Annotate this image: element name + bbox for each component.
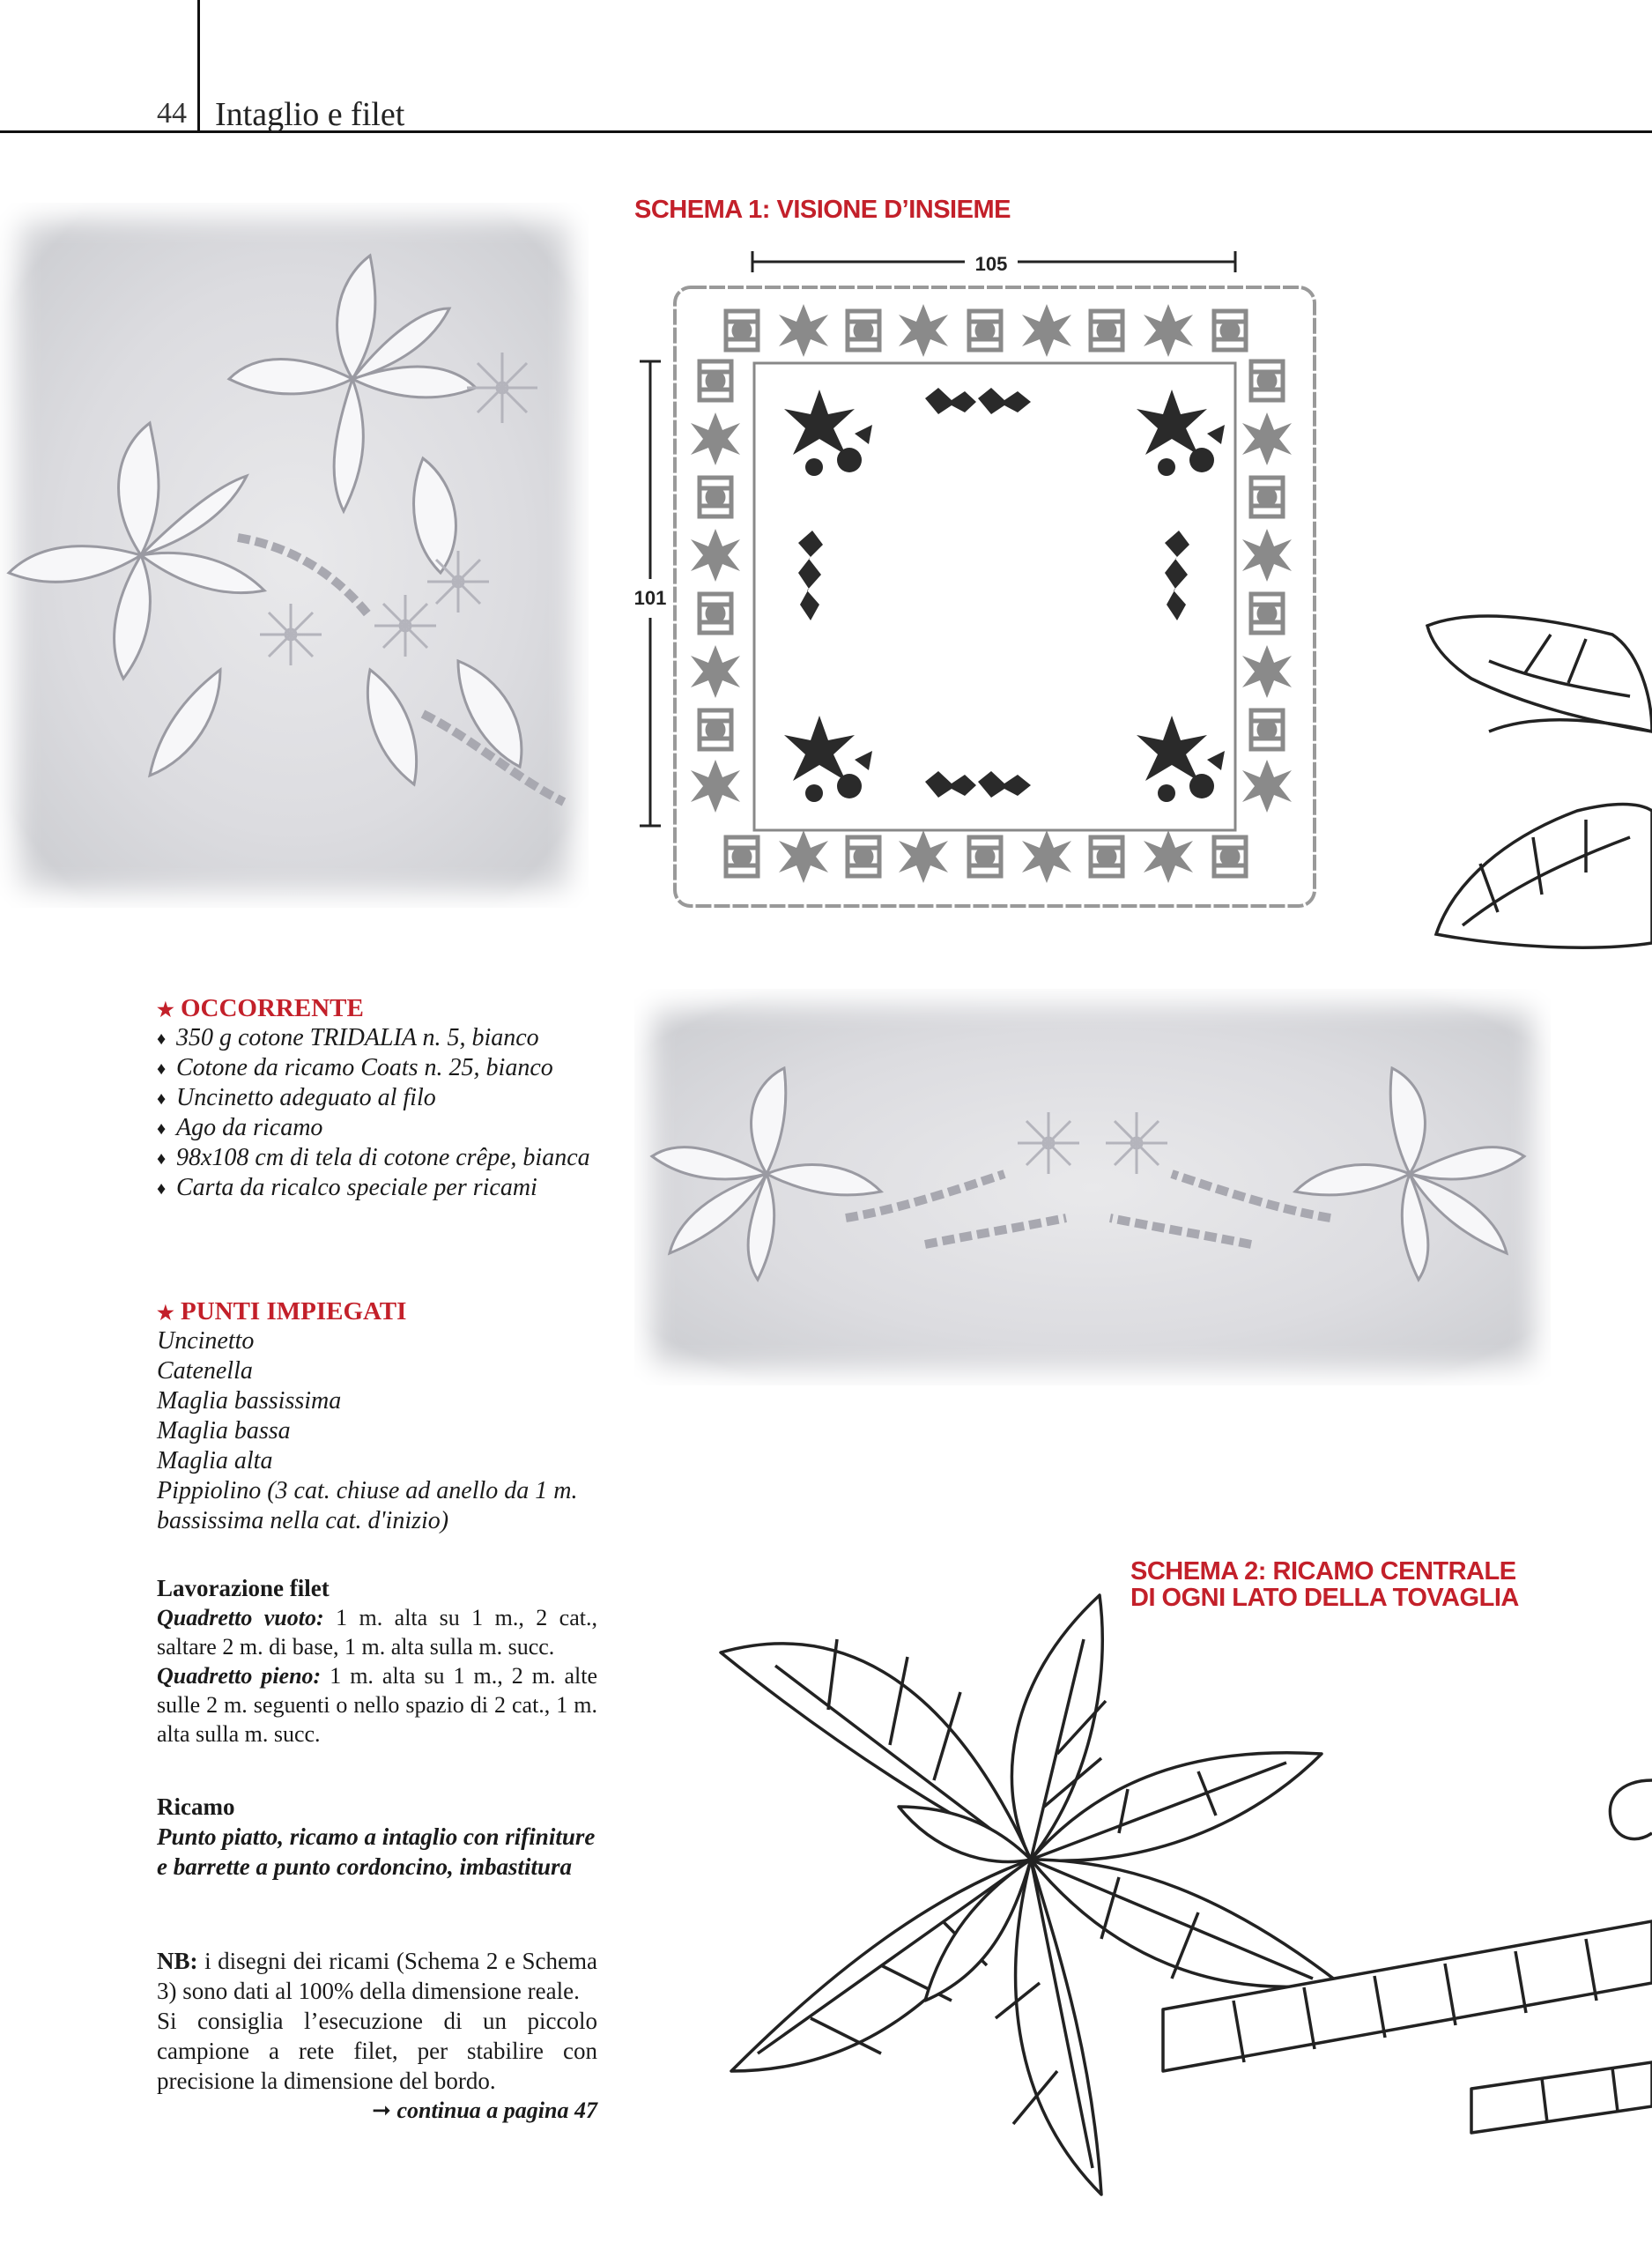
occorrente-section <box>157 994 597 1203</box>
quadretto-pieno-label: Quadretto pieno: <box>157 1663 322 1689</box>
photo-embroidery-border <box>634 989 1551 1385</box>
list-item: ♦ 98x108 cm di tela di cotone crêpe, bianca <box>157 1143 597 1173</box>
punti-item: Maglia bassissima <box>157 1387 342 1415</box>
nb-advice: Si consiglia l’esecuzione di un piccolo campione a rete filet, per stabilire con precisione la dimensione del bordo. <box>157 2008 597 2094</box>
list-item: ♦ 350 g cotone TRIDALIA n. 5, bianco <box>157 1023 597 1053</box>
continua-link[interactable]: continua a pagina 47 <box>396 2098 597 2123</box>
punti-section <box>157 1297 597 1536</box>
ricamo-section <box>157 1793 597 1882</box>
schema1-title: SCHEMA 1: VISIONE D’INSIEME <box>634 196 1011 224</box>
list-item: ♦ Carta da ricalco speciale per ricami <box>157 1173 597 1203</box>
running-title: Intaglio e filet <box>215 96 405 133</box>
filet-section <box>157 1574 597 1749</box>
star-icon: ★ <box>157 999 174 1021</box>
occorrente-list <box>157 1023 597 1203</box>
filet-heading: Lavorazione filet <box>157 1575 330 1601</box>
nb-label: NB: <box>157 1948 198 1974</box>
schema2-title-line1: SCHEMA 2: RICAMO CENTRALE <box>1130 1557 1516 1585</box>
dimension-width-label: 105 <box>974 253 1008 275</box>
ricamo-text: Punto piatto, ricamo a intaglio con rifiniture e barrette a punto cordoncino, imbastitura <box>157 1823 596 1880</box>
quadretto-vuoto-label: Quadretto vuoto: <box>157 1605 324 1630</box>
nb-section <box>157 1946 597 2125</box>
list-item: ♦ Uncinetto adeguato al filo <box>157 1083 597 1113</box>
quadretto-pieno-text: 1 m. alta su 1 m., 2 m. alte sulle 2 m. seguenti o nello spazio di 2 cat., 1 m. alta sulla m. succ. <box>157 1663 597 1747</box>
punti-item: Maglia alta <box>157 1447 273 1474</box>
punti-item: Uncinetto <box>157 1327 255 1355</box>
punti-heading: PUNTI IMPIEGATI <box>180 1297 407 1325</box>
schema3-partial-drawing <box>1419 599 1652 969</box>
occorrente-heading: OCCORRENTE <box>180 994 364 1022</box>
embroidery-corner-illustration <box>0 203 589 908</box>
dimension-height-label: 101 <box>633 587 667 609</box>
embroidery-border-illustration <box>634 989 1551 1385</box>
header-vertical-rule <box>197 0 200 132</box>
ricamo-heading: Ricamo <box>157 1793 235 1820</box>
punti-item: Pippiolino (3 cat. chiuse ad anello da 1 m. bassissima nella cat. d'inizio) <box>157 1477 578 1534</box>
list-item: ♦ Cotone da ricamo Coats n. 25, bianco <box>157 1053 597 1083</box>
punti-item: Catenella <box>157 1357 253 1385</box>
quadretto-vuoto-text: 1 m. alta su 1 m., 2 cat., saltare 2 m. di base, 1 m. alta sulla m. succ. <box>157 1605 597 1660</box>
schema2-drawing <box>705 1525 1652 2250</box>
page-number: 44 <box>157 97 187 130</box>
arrow-icon: ➞ <box>372 2098 391 2123</box>
photo-embroidery-corner <box>0 203 589 908</box>
list-item: ♦ Ago da ricamo <box>157 1113 597 1143</box>
punti-item: Maglia bassa <box>157 1417 291 1444</box>
star-icon: ★ <box>157 1302 174 1324</box>
schema2-title-line2: DI OGNI LATO DELLA TOVAGLIA <box>1130 1584 1519 1612</box>
nb-text: i disegni dei ricami (Schema 2 e Schema 3) sono dati al 100% della dimensione reale. <box>157 1948 597 2004</box>
schema1-diagram <box>617 240 1339 918</box>
